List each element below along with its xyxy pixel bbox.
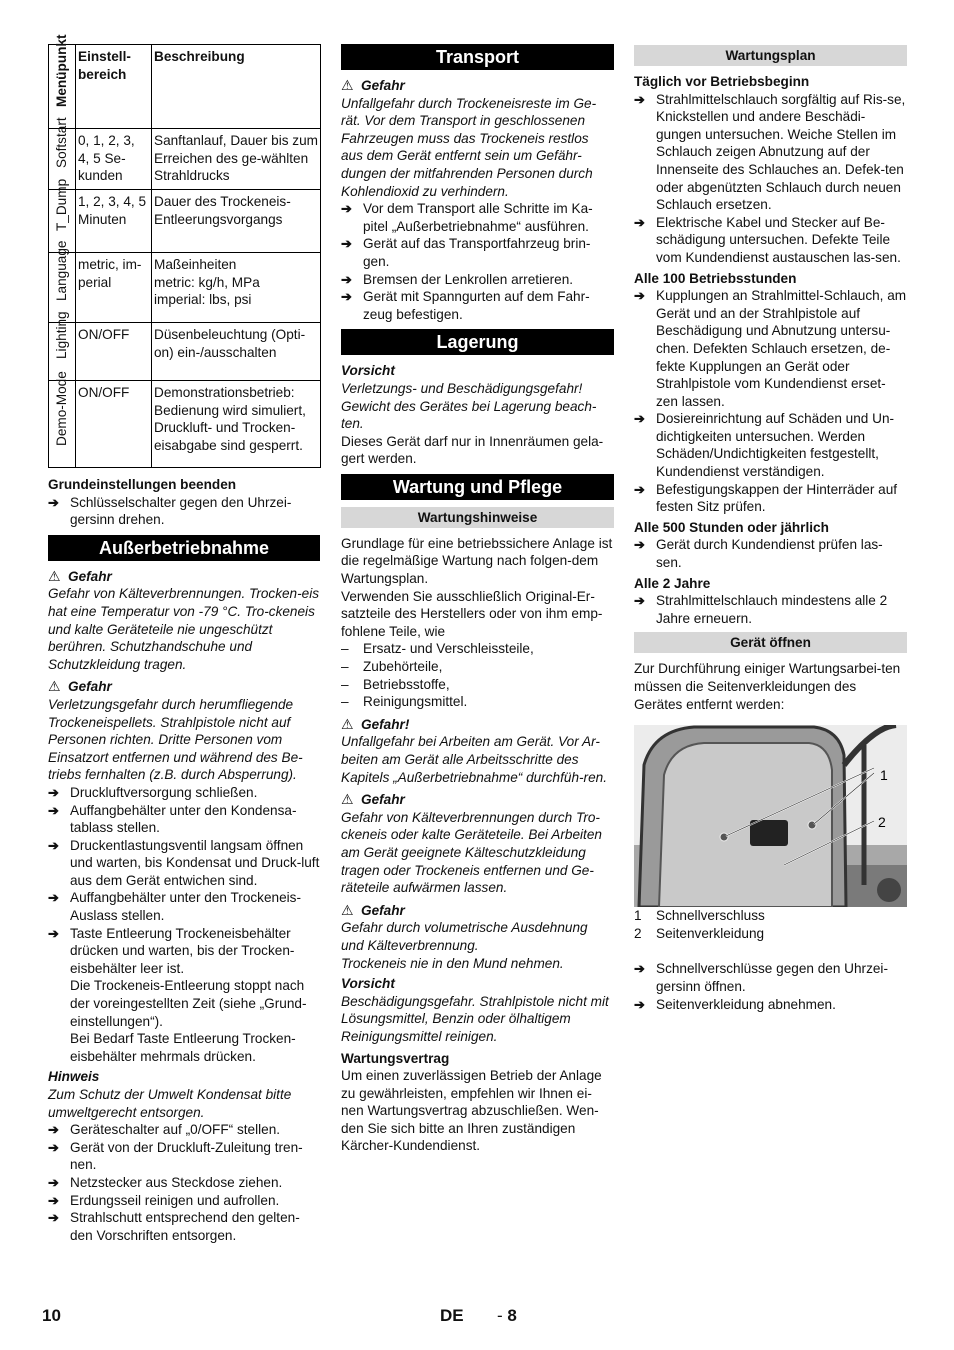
- column-1: [48, 34, 320, 1244]
- gefahr-text: Gefahr von Kälteverbrennungen. Trocken-eis hat eine Temperatur von -79 °C. Tro-ckeneis und kalte Geräteteile nie ungeschützt berühren. Schutzhandschuhe und Schutzkleidung tragen.: [48, 586, 320, 672]
- hinweise-text: Grundlage für eine betriebssichere Anlage ist die regelmäßige Wartung nach folgen-dem Wartungsplan.: [341, 535, 613, 587]
- list-item: – Ersatz- und Verschleissteile,: [341, 640, 614, 658]
- step: ➔ Kupplungen an Strahlmittel-Schlauch, am Gerät und an der Strahlpistole auf Beschädigung und Abnutzung untersu-chen. Defekten Schlauch ersetzen, de-fekte Kupplungen an Gerät oder Strahlpistole vom Kundendienst erset-zen lassen.: [634, 287, 907, 410]
- ausser-heading: Außerbetriebnahme: [48, 535, 320, 561]
- grund-step: ➔ Schlüsselschalter gegen den Uhrzei-gersinn drehen.: [48, 494, 320, 529]
- step: ➔ Bremsen der Lenkrollen arretieren.: [341, 271, 614, 289]
- h500-title: Alle 500 Stunden oder jährlich: [634, 519, 829, 535]
- list-item: – Zubehörteile,: [341, 658, 614, 676]
- step: ➔ Druckentlastungsventil langsam öffnen und warten, bis Kondensat und Druck-luft aus dem Gerät entwichen sind.: [48, 837, 320, 890]
- table-row: Softstart 0, 1, 2, 3, 4, 5 Se-kunden Sanftanlauf, Dauer bis zum Erreichen des ge-wählten Strahldrucks: [49, 129, 321, 190]
- warning-triangle-icon: ⚠: [341, 901, 354, 918]
- warning-triangle-icon: ⚠: [341, 715, 354, 732]
- menu-table: [48, 34, 321, 468]
- hinweise-text: Verwenden Sie ausschließlich Original-Er-satzteile des Herstellers oder von ihm emp-fohlene Teile, wie: [341, 588, 603, 639]
- vorsicht-label: Vorsicht: [341, 976, 395, 992]
- figure-label-2: 2: [878, 814, 886, 831]
- column-2: [341, 44, 614, 1155]
- list-item: – Reinigungsmittel.: [341, 693, 614, 711]
- list-item: – Betriebsstoffe,: [341, 676, 614, 694]
- step: ➔ Elektrische Kabel und Stecker auf Be-schädigung untersuchen. Defekte Teile vom Kundendienst austauschen las-sen.: [634, 214, 907, 267]
- step: ➔ Taste Entleerung Trockeneisbehälter drücken und warten, bis der Trocken-eisbehälter leer ist.: [48, 925, 320, 978]
- step: ➔ Gerät auf das Transportfahrzeug brin-gen.: [341, 235, 614, 270]
- transport-heading: Transport: [341, 44, 614, 70]
- step: ➔ Druckluftversorgung schließen.: [48, 784, 320, 802]
- warning-gefahr: ⚠ Gefahr: [48, 678, 112, 695]
- step: ➔ Befestigungskappen der Hinterräder auf festen Sitz prüfen.: [634, 481, 907, 516]
- figure-label-1: 1: [880, 767, 888, 784]
- step-note: Bei Bedarf Taste Entleerung Trocken-eisbehälter mehrmals drücken.: [70, 1031, 296, 1064]
- wartung-heading: Wartung und Pflege: [341, 474, 614, 500]
- gefahr-text: Unfallgefahr durch Trockeneisreste im Ge-rät. Vor dem Transport in geschlossenen Fahrzeugen muss das Trockeneis restlos aus dem Gerät entfernt sein um Gefähr-dungen der mitfahrenden Personen durch Kohlendioxid zu verhindern.: [341, 95, 597, 199]
- warning-gefahr: ⚠ Gefahr: [341, 791, 405, 808]
- gefahr-text: Gefahr von Kälteverbrennungen durch Tro-ckeneis oder kalte Geräteteile. Bei Arbeiten am Gerät geeignete Kälteschutzkleidung tragen oder Trockeneis entfernen und Ge-räteteile aufwärmen lassen.: [341, 809, 602, 896]
- column-3: [634, 44, 907, 1013]
- step: ➔ Geräteschalter auf „0/OFF“ stellen.: [48, 1121, 320, 1139]
- warning-gefahr: ⚠ Gefahr: [341, 77, 405, 93]
- step: ➔ Erdungsseil reinigen und aufrollen.: [48, 1192, 320, 1210]
- step: ➔ Netzstecker aus Steckdose ziehen.: [48, 1174, 320, 1192]
- vorsicht-label: Vorsicht: [341, 363, 395, 379]
- warning-gefahr: ⚠ Gefahr!: [341, 715, 410, 732]
- gefahr-text: Gefahr durch volumetrische Ausdehnung und Kälteverbrennung.: [341, 920, 588, 953]
- step: ➔ Dosiereinrichtung auf Schäden und Un-dichtigkeiten untersuchen. Werden Schäden/Undichtigkeiten festgestellt, Kundendienst verständigen.: [634, 410, 907, 480]
- gefahr-text: Unfallgefahr bei Arbeiten am Gerät. Vor Ar-beiten am Gerät alle Arbeitsschritte des Kapitels „Außerbetriebnahme“ durchfüh-ren.: [341, 734, 607, 785]
- device-side-panel-photo: [634, 725, 907, 907]
- lagerung-text: Dieses Gerät darf nur in Innenräumen gela-gert werden.: [341, 433, 604, 467]
- step: ➔ Gerät von der Druckluft-Zuleitung tren-nen.: [48, 1139, 320, 1174]
- hinweis-text: Zum Schutz der Umwelt Kondensat bitte umweltgerecht entsorgen.: [48, 1087, 292, 1120]
- warning-triangle-icon: ⚠: [48, 567, 61, 584]
- grund-title: Grundeinstellungen beenden: [48, 477, 237, 492]
- gefahr-text: Trockeneis nie in den Mund nehmen.: [341, 955, 564, 971]
- language-code: DE: [440, 1306, 464, 1325]
- step: ➔ Gerät durch Kundendienst prüfen las-sen.: [634, 536, 907, 571]
- plan-heading: Wartungsplan: [634, 45, 907, 66]
- warning-triangle-icon: ⚠: [341, 77, 354, 93]
- step: ➔ Auffangbehälter unter den Trockeneis-Auslass stellen.: [48, 889, 320, 924]
- warning-triangle-icon: ⚠: [48, 678, 61, 695]
- hinweis-label: Hinweis: [48, 1069, 100, 1085]
- table-row: Lighting ON/OFF Düsenbeleuchtung (Opti-on) ein-/ausschalten: [49, 323, 321, 381]
- warning-triangle-icon: ⚠: [341, 791, 354, 808]
- sub-page-number: - 8: [497, 1306, 517, 1325]
- table-row: T_Dump 1, 2, 3, 4, 5 Minuten Dauer des Trockeneis-Entleerungsvorgangs: [49, 190, 321, 253]
- step: ➔ Strahlmittelschlauch sorgfältig auf Ris-se, Knickstellen und andere Beschädi-gungen untersuchen. Weiche Stellen im Schlauch zeigen Abnutzung auf der Innenseite des Schlauches an. Defek-ten oder abgenützten Schlauch durch neuen Schlauch ersetzen.: [634, 91, 907, 214]
- table-header-desc: Beschreibung: [152, 45, 321, 129]
- vertrag-title: Wartungsvertrag: [341, 1050, 450, 1066]
- step: ➔ Vor dem Transport alle Schritte im Ka-pitel „Außerbetriebnahme“ ausführen.: [341, 200, 614, 235]
- step: ➔ Gerät mit Spanngurten auf dem Fahr-zeug befestigen.: [341, 288, 614, 323]
- warning-gefahr: ⚠ Gefahr: [341, 901, 405, 918]
- step: ➔ Strahlmittelschlauch mindestens alle 2 Jahre erneuern.: [634, 592, 907, 627]
- warning-gefahr: ⚠ Gefahr: [48, 567, 112, 584]
- table-header-menu: Menüpunkt: [49, 45, 76, 129]
- open-heading: Gerät öffnen: [634, 632, 907, 653]
- step-note: Die Trockeneis-Entleerung stoppt nach der voreingestellten Zeit (siehe „Grund-einstellungen“).: [70, 978, 307, 1029]
- legend-item: 1 Schnellverschluss: [634, 908, 765, 924]
- open-text: Zur Durchführung einiger Wartungsarbei-ten müssen die Seitenverkleidungen des Gerätes entfernt werden:: [634, 661, 901, 712]
- table-row: Language metric, im-perial Maßeinheiten metric: kg/h, MPa imperial: lbs, psi: [49, 253, 321, 323]
- daily-title: Täglich vor Betriebsbeginn: [634, 74, 810, 89]
- page-number: 10: [42, 1306, 61, 1325]
- h100-title: Alle 100 Betriebsstunden: [634, 270, 797, 286]
- step: ➔ Schnellverschlüsse gegen den Uhrzei-gersinn öffnen.: [634, 960, 907, 995]
- lagerung-heading: Lagerung: [341, 329, 614, 355]
- vorsicht-text: Verletzungs- und Beschädigungsgefahr! Gewicht des Gerätes bei Lagerung beach-ten.: [341, 380, 597, 432]
- table-header-range: Einstell-bereich: [76, 45, 152, 129]
- step: ➔ Auffangbehälter unter den Kondensa-tablass stellen.: [48, 802, 320, 837]
- vertrag-text: Um einen zuverlässigen Betrieb der Anlage zu gewährleisten, empfehlen wir Ihnen ei-nen Wartungsvertrag abzuschließen. Wen-den Sie sich bitte an Ihren zuständigen Kärcher-Kundendienst.: [341, 1068, 602, 1154]
- hinweise-heading: Wartungshinweise: [341, 507, 614, 528]
- y2-title: Alle 2 Jahre: [634, 575, 711, 591]
- legend-item: 2 Seitenverkleidung: [634, 925, 765, 941]
- step: ➔ Strahlschutt entsprechend den gelten-den Vorschriften entsorgen.: [48, 1209, 320, 1244]
- vorsicht-text: Beschädigungsgefahr. Strahlpistole nicht mit Lösungsmittel, Benzin oder ölhaltigem Reinigungsmittel reinigen.: [341, 993, 609, 1044]
- step: ➔ Seitenverkleidung abnehmen.: [634, 996, 907, 1014]
- gefahr-text: Verletzungsgefahr durch herumfliegende Trockeneispellets. Strahlpistole nicht auf Personen richten. Dritte Personen vom Einsatzort entfernen und während des Be-triebs fernhalten (z.B. durch Absperrung).: [48, 696, 303, 783]
- table-row: Demo-Mode ON/OFF Demonstrationsbetrieb: Bedienung wird simuliert, Druckluft- und Trocken-eisabgabe sind gesperrt.: [49, 381, 321, 468]
